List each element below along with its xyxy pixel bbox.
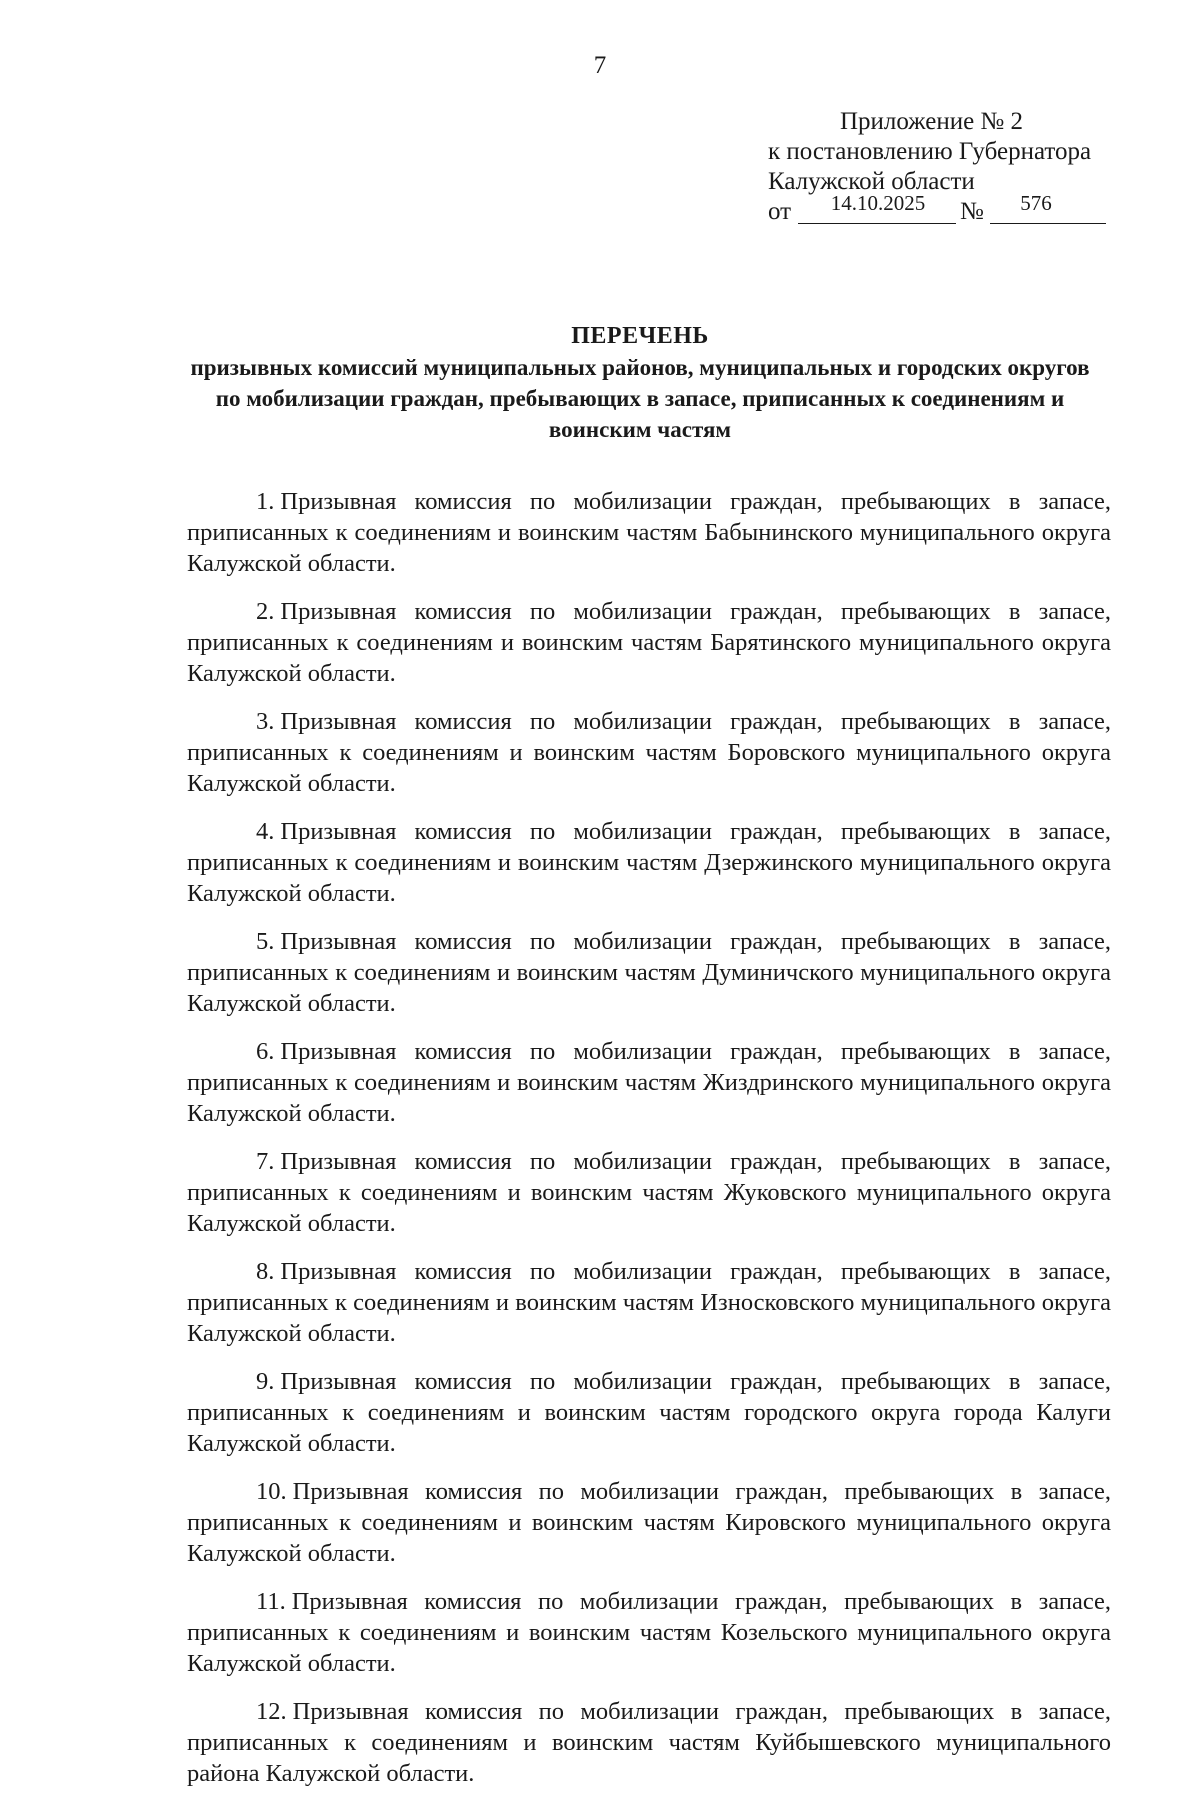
list-item-text: Призывная комиссия по мобилизации граждан, пребывающих в запасе, приписанных к соединениям и воинским частям Дзержинского муниципального округа Калужской области. [187,818,1111,907]
list-item [187,1036,1111,1129]
list-item-number: 5. [256,928,275,955]
list-item-number: 4. [256,818,275,845]
list-item [187,596,1111,689]
list-item [187,926,1111,1019]
appendix-title: Приложение № 2 [840,108,1024,135]
list-item-text: Призывная комиссия по мобилизации граждан, пребывающих в запасе, приписанных к соединениям и воинским частям Боровского муниципального округа Калужской области. [187,708,1111,797]
list-item-number: 11. [256,1588,286,1615]
document-title: ПЕРЕЧЕНЬ [571,323,709,349]
list-item-text: Призывная комиссия по мобилизации граждан, пребывающих в запасе, приписанных к соединениям и воинским частям Козельского муниципального округа Калужской области. [187,1588,1111,1677]
decree-number: 576 [1020,191,1052,215]
appendix-date-line [768,191,1148,227]
list-item-number: 1. [256,488,275,515]
document-subtitle: призывных комиссий муниципальных районов, муниципальных и городских округов по мобилизации граждан, пребывающих в запасе, приписанных к соединениям и воинским частям [190,355,1090,442]
list-item-text: Призывная комиссия по мобилизации граждан, пребывающих в запасе, приписанных к соединениям и воинским частям городского округа города Калуги Калужской области. [187,1368,1111,1457]
list-item [187,1146,1111,1239]
list-item-number: 9. [256,1368,275,1395]
list-item-text: Призывная комиссия по мобилизации граждан, пребывающих в запасе, приписанных к соединениям и воинским частям Барятинского муниципального округа Калужской области. [187,598,1111,687]
number-sign: № [960,198,984,225]
decree-date: 14.10.2025 [830,191,926,215]
list-item-number: 6. [256,1038,275,1065]
commission-list [187,486,1111,1806]
list-item-number: 8. [256,1258,275,1285]
list-item-number: 2. [256,598,275,625]
list-item [187,1366,1111,1459]
list-item-text: Призывная комиссия по мобилизации граждан, пребывающих в запасе, приписанных к соединениям и воинским частям Куйбышевского муниципального района Калужской области. [187,1698,1111,1787]
page-number: 7 [593,52,607,79]
list-item-number: 10. [256,1478,287,1505]
list-item [187,816,1111,909]
list-item [187,1696,1111,1789]
list-item-text: Призывная комиссия по мобилизации граждан, пребывающих в запасе, приписанных к соединениям и воинским частям Жиздринского муниципального округа Калужской области. [187,1038,1111,1127]
appendix-decree-line: к постановлению Губернатора [768,138,1092,165]
from-label: от [768,198,792,225]
list-item-text: Призывная комиссия по мобилизации граждан, пребывающих в запасе, приписанных к соединениям и воинским частям Жуковского муниципального округа Калужской области. [187,1148,1111,1237]
list-item-number: 12. [256,1698,287,1725]
list-item-text: Призывная комиссия по мобилизации граждан, пребывающих в запасе, приписанных к соединениям и воинским частям Думиничского муниципального округа Калужской области. [187,928,1111,1017]
list-item [187,1256,1111,1349]
list-item [187,1586,1111,1679]
list-item [187,1476,1111,1569]
list-item-text: Призывная комиссия по мобилизации граждан, пребывающих в запасе, приписанных к соединениям и воинским частям Бабынинского муниципального округа Калужской области. [187,488,1111,577]
appendix-block [768,107,1148,227]
list-item-text: Призывная комиссия по мобилизации граждан, пребывающих в запасе, приписанных к соединениям и воинским частям Износковского муниципального округа Калужской области. [187,1258,1111,1347]
list-item [187,706,1111,799]
date-underline [798,223,956,224]
appendix-region-line: Калужской области [768,168,975,195]
list-item-number: 7. [256,1148,275,1175]
number-underline [990,223,1106,224]
list-item-text: Призывная комиссия по мобилизации граждан, пребывающих в запасе, приписанных к соединениям и воинским частям Кировского муниципального округа Калужской области. [187,1478,1111,1567]
document-heading [180,321,1100,445]
list-item-number: 3. [256,708,275,735]
list-item [187,486,1111,579]
